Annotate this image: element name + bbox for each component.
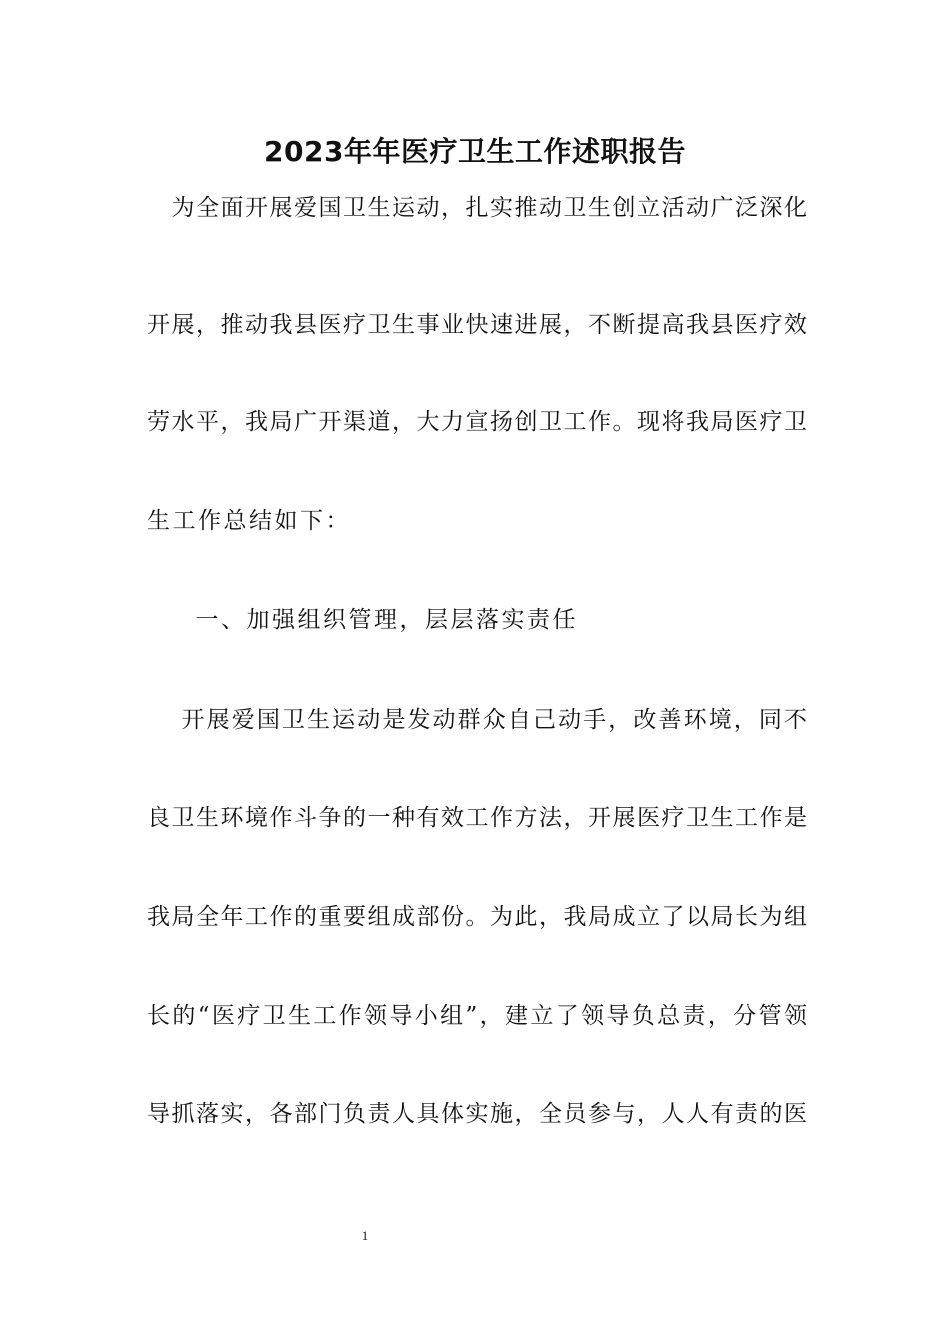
paragraph-line-9: 导抓落实，各部门负责人具体实施，全员参与，人人有责的医	[147, 1101, 807, 1127]
paragraph-line-2: 开展，推动我县医疗卫生事业快速进展，不断提高我县医疗效	[147, 312, 807, 338]
paragraph-line-3: 劳水平，我局广开渠道，大力宣扬创卫工作。现将我局医疗卫	[147, 409, 807, 435]
paragraph-line-5: 开展爱国卫生运动是发动群众自己动手，改善环境，同不	[147, 707, 807, 733]
section-heading-1: 一、加强组织管理，层层落实责任	[170, 607, 578, 633]
page-number: 1	[361, 1228, 369, 1243]
paragraph-line-6: 良卫生环境作斗争的一种有效工作方法，开展医疗卫生工作是	[147, 805, 807, 831]
paragraph-line-1: 为全面开展爱国卫生运动，扎实推动卫生创立活动广泛深化	[147, 195, 807, 221]
paragraph-line-8: 长的“医疗卫生工作领导小组”，建立了领导负总责，分管领	[147, 1003, 807, 1029]
paragraph-line-7: 我局全年工作的重要组成部份。为此，我局成立了以局长为组	[147, 904, 807, 930]
document-title: 2023年年医疗卫生工作述职报告	[264, 135, 686, 168]
paragraph-line-4: 生工作总结如下：	[147, 508, 351, 534]
